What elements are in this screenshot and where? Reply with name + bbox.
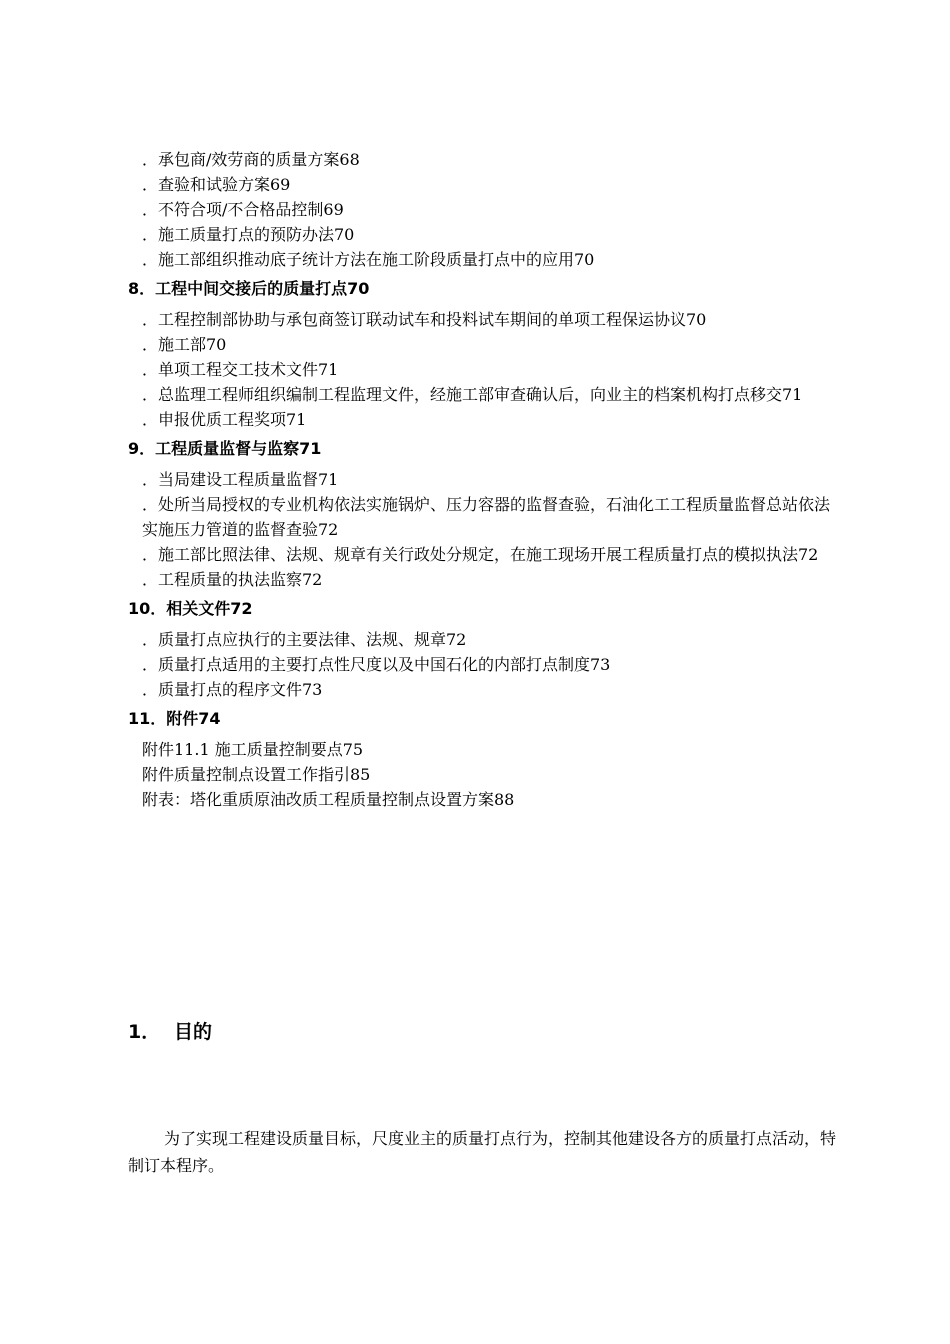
toc-item[interactable]: 附件11.1 施工质量控制要点75 [142, 740, 364, 759]
toc-item[interactable]: ．工程质量的执法监察72 [142, 570, 323, 589]
toc-item[interactable]: ．施工部比照法律、法规、规章有关行政处分规定，在施工现场开展工程质量打点的模拟执法72 [142, 545, 819, 564]
toc-item[interactable]: ．工程控制部协助与承包商签订联动试车和投料试车期间的单项工程保运协议70 [142, 310, 707, 329]
toc-item[interactable]: 附表：塔化重质原油改质工程质量控制点设置方案88 [142, 790, 515, 809]
table-of-contents [128, 147, 848, 812]
toc-item[interactable]: ．质量打点的程序文件73 [142, 680, 323, 699]
section-heading [128, 1017, 212, 1047]
toc-item[interactable]: 附件质量控制点设置工作指引85 [142, 765, 371, 784]
toc-group-10-items [128, 627, 848, 702]
toc-item[interactable]: ．当局建设工程质量监督71 [142, 470, 339, 489]
toc-item[interactable]: ．单项工程交工技术文件71 [142, 360, 339, 379]
toc-item[interactable]: ．施工部70 [142, 335, 227, 354]
toc-item[interactable]: ．施工部组织推动底子统计方法在施工阶段质量打点中的应用70 [142, 250, 595, 269]
toc-item[interactable]: ．申报优质工程奖项71 [142, 410, 307, 429]
toc-group-11-items [128, 737, 848, 812]
toc-group-7-items [128, 147, 848, 272]
toc-item[interactable]: ．质量打点应执行的主要法律、法规、规章72 [142, 630, 467, 649]
toc-heading-9[interactable]: 9．工程质量监督与监察71 [128, 439, 322, 458]
section-number: 1． [128, 1021, 161, 1043]
toc-group-9-items [128, 467, 848, 592]
toc-item[interactable]: ．不符合项/不合格品控制69 [142, 200, 344, 219]
toc-item[interactable]: ．施工质量打点的预防办法70 [142, 225, 355, 244]
toc-item[interactable]: ．总监理工程师组织编制工程监理文件，经施工部审查确认后，向业主的档案机构打点移交71 [142, 385, 803, 404]
toc-group-8-items [128, 307, 848, 432]
toc-heading-10[interactable]: 10．相关文件72 [128, 599, 253, 618]
section-title-text: 目的 [174, 1021, 213, 1043]
toc-heading-8[interactable]: 8．工程中间交接后的质量打点70 [128, 279, 370, 298]
toc-item[interactable]: ．承包商/效劳商的质量方案68 [142, 150, 360, 169]
section-paragraph: 为了实现工程建设质量目标，尺度业主的质量打点行为，控制其他建设各方的质量打点活动，特制订本程序。 [128, 1129, 837, 1175]
toc-item[interactable]: ．查验和试验方案69 [142, 175, 291, 194]
toc-item[interactable]: ．处所当局授权的专业机构依法实施锅炉、压力容器的监督查验，石油化工工程质量监督总站依法实施压力管道的监督查验72 [142, 495, 831, 539]
toc-heading-11[interactable]: 11．附件74 [128, 709, 221, 728]
toc-item[interactable]: ．质量打点适用的主要打点性尺度以及中国石化的内部打点制度73 [142, 655, 611, 674]
